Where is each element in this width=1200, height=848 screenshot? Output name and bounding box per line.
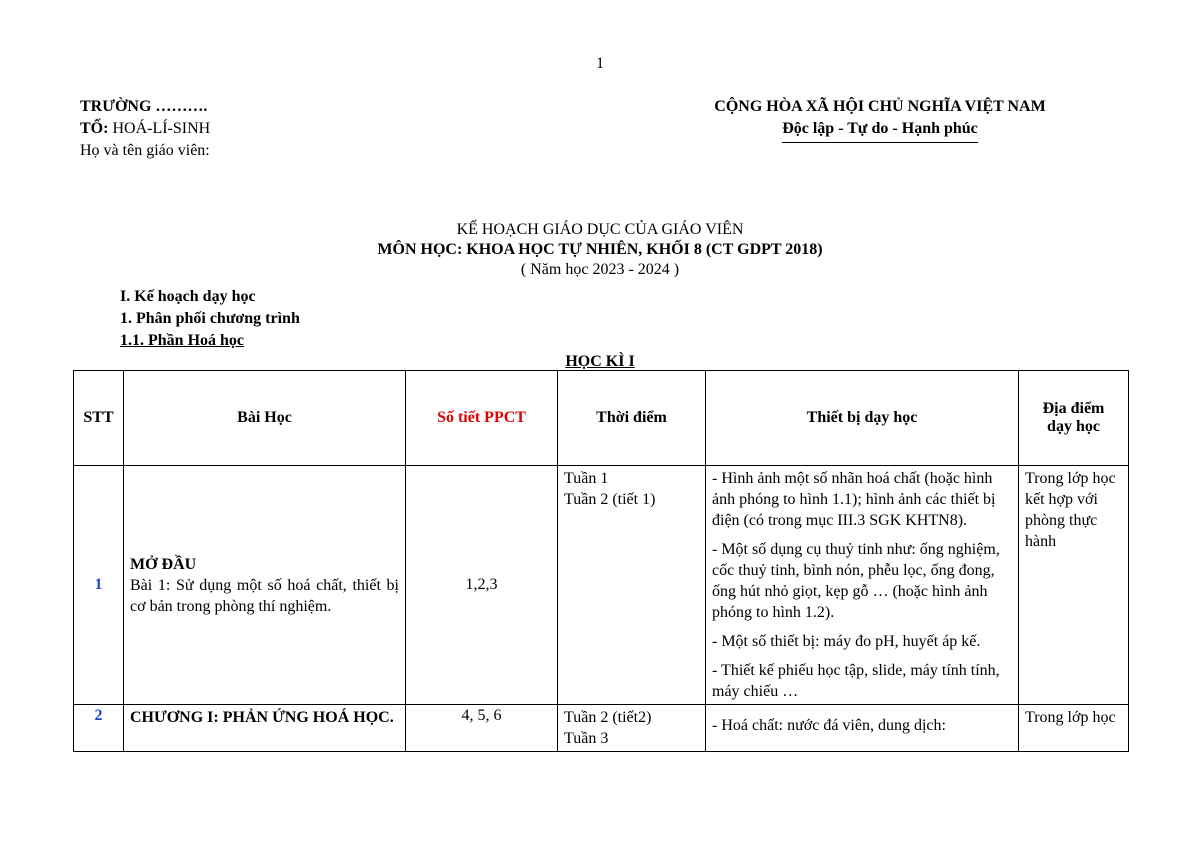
row-lesson: CHƯƠNG I: PHẢN ỨNG HOÁ HỌC. <box>124 705 406 752</box>
equipment-item: - Hình ảnh một số nhãn hoá chất (hoặc hình ảnh phóng to hình 1.1); hình ảnh các thiết bị điện (có trong mục III.3 SGK KHTN8). <box>712 470 996 529</box>
table-row <box>74 705 1129 752</box>
header-location <box>1019 371 1129 466</box>
header-time: Thời điểm <box>558 371 706 466</box>
equipment-item: - Một số thiết bị: máy đo pH, huyết áp kế. <box>712 633 981 650</box>
title-line-2: MÔN HỌC: KHOA HỌC TỰ NHIÊN, KHỐI 8 (CT GDPT 2018) <box>377 241 823 258</box>
time-line-2: Tuần 2 (tiết 1) <box>564 491 656 508</box>
national-motto: Độc lập - Tự do - Hạnh phúc <box>782 118 978 143</box>
department-label: TỔ: <box>80 120 109 137</box>
header-location-line1: Địa điểm <box>1042 400 1105 417</box>
lesson-title: MỞ ĐẦU <box>130 555 197 573</box>
teaching-plan-table <box>73 370 1129 752</box>
header-location-line2: dạy học <box>1047 418 1100 435</box>
title-line-3: ( Năm học 2023 - 2024 ) <box>520 261 680 278</box>
term-heading: HỌC KÌ I <box>565 353 635 370</box>
plan-title <box>0 220 1200 280</box>
title-line-1: KẾ HOẠCH GIÁO DỤC CỦA GIÁO VIÊN <box>456 221 744 238</box>
section-2: 1. Phân phối chương trình <box>120 310 300 327</box>
header-periods: Số tiết PPCT <box>406 371 558 466</box>
lesson-text: Bài 1: Sử dụng một số hoá chất, thiết bị cơ bản trong phòng thí nghiệm. <box>130 576 399 615</box>
section-3: 1.1. Phần Hoá học <box>120 332 245 349</box>
row-time <box>558 705 706 752</box>
row-stt: 1 <box>74 466 124 705</box>
time-line-2: Tuần 3 <box>564 730 609 747</box>
table-row <box>74 466 1129 705</box>
row-stt: 2 <box>74 705 124 752</box>
school-name: TRƯỜNG ………. <box>80 98 208 115</box>
header-lesson: Bài Học <box>124 371 406 466</box>
equipment-item: - Một số dụng cụ thuỷ tinh như: ống nghiệm, cốc thuỷ tinh, bình nón, phễu lọc, ống đong, ống hút nhỏ giọt, kẹp gỗ … (hoặc hình ảnh phóng to hình 1.2). <box>712 541 1000 621</box>
header-equipment: Thiết bị dạy học <box>706 371 1019 466</box>
table-header-row <box>74 371 1129 466</box>
equipment-item: - Thiết kế phiếu học tập, slide, máy tính tính, máy chiếu … <box>712 662 1000 700</box>
national-header <box>640 96 1120 143</box>
country-name: CỘNG HÒA XÃ HỘI CHỦ NGHĨA VIỆT NAM <box>714 98 1046 115</box>
header-stt: STT <box>74 371 124 466</box>
time-line-1: Tuần 1 <box>564 470 609 487</box>
time-line-1: Tuần 2 (tiết2) <box>564 709 652 726</box>
teacher-label: Họ và tên giáo viên: <box>80 142 210 159</box>
school-header <box>80 96 210 162</box>
row-location: Trong lớp học <box>1019 705 1129 752</box>
section-headings <box>120 286 300 352</box>
row-periods: 1,2,3 <box>406 466 558 705</box>
row-location: Trong lớp học kết hợp với phòng thực hành <box>1019 466 1129 705</box>
row-equipment: - Hoá chất: nước đá viên, dung dịch: <box>706 705 1019 752</box>
row-time <box>558 466 706 705</box>
section-1: I. Kế hoạch dạy học <box>120 288 256 305</box>
department-line <box>80 118 210 140</box>
department-name: HOÁ-LÍ-SINH <box>112 120 211 137</box>
row-equipment <box>706 466 1019 705</box>
row-periods: 4, 5, 6 <box>406 705 558 752</box>
page-number: 1 <box>596 55 604 72</box>
row-lesson <box>124 466 406 705</box>
